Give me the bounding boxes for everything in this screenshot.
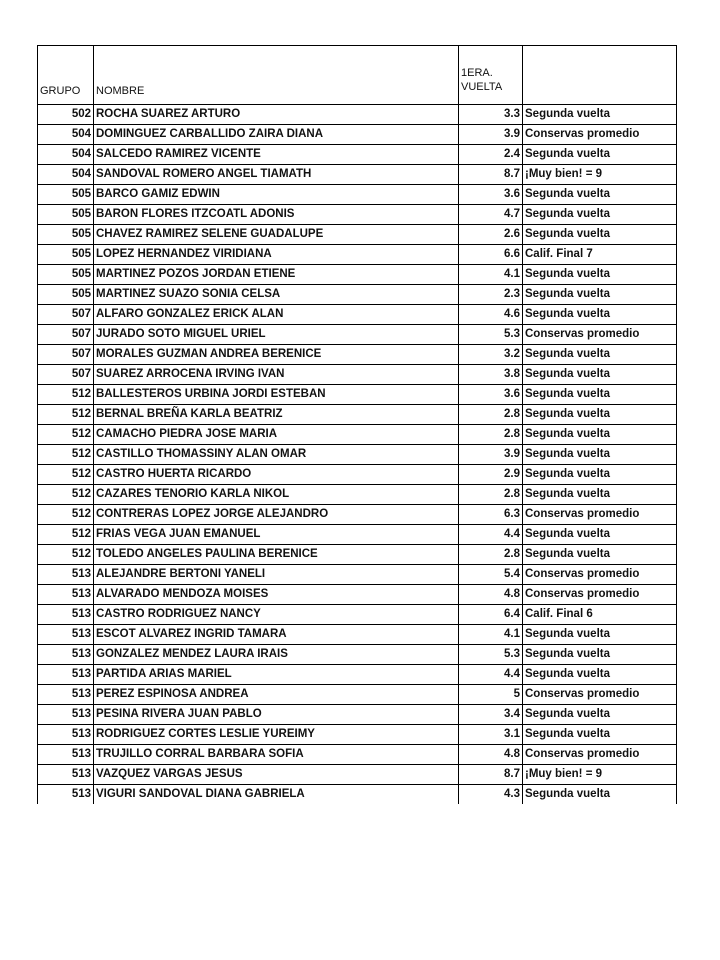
grupo-cell: 512: [37, 405, 93, 424]
table-row: [37, 604, 677, 624]
grupo-cell: 513: [37, 665, 93, 684]
table-row: [37, 204, 677, 224]
grupo-cell: 512: [37, 505, 93, 524]
nombre-cell: TRUJILLO CORRAL BARBARA SOFIA: [93, 745, 458, 764]
grupo-cell: 512: [37, 525, 93, 544]
vuelta-cell: 2.8: [458, 405, 522, 424]
nombre-cell: CASTRO RODRIGUEZ NANCY: [93, 605, 458, 624]
table-row: [37, 164, 677, 184]
grupo-cell: 513: [37, 785, 93, 804]
observacion-cell: Segunda vuelta: [522, 105, 677, 124]
nombre-cell: SANDOVAL ROMERO ANGEL TIAMATH: [93, 165, 458, 184]
table-body: [37, 104, 677, 804]
table-row: [37, 224, 677, 244]
observacion-cell: Segunda vuelta: [522, 345, 677, 364]
vuelta-cell: 4.1: [458, 625, 522, 644]
nombre-cell: ALEJANDRE BERTONI YANELI: [93, 565, 458, 584]
grupo-cell: 513: [37, 725, 93, 744]
table-row: [37, 584, 677, 604]
nombre-cell: CHAVEZ RAMIREZ SELENE GUADALUPE: [93, 225, 458, 244]
nombre-cell: FRIAS VEGA JUAN EMANUEL: [93, 525, 458, 544]
nombre-cell: CAMACHO PIEDRA JOSE MARIA: [93, 425, 458, 444]
observacion-cell: Segunda vuelta: [522, 445, 677, 464]
grupo-cell: 512: [37, 545, 93, 564]
table-row: [37, 284, 677, 304]
nombre-cell: VIGURI SANDOVAL DIANA GABRIELA: [93, 785, 458, 804]
table-row: [37, 684, 677, 704]
header-observacion: [522, 46, 677, 104]
observacion-cell: Segunda vuelta: [522, 525, 677, 544]
table-row: [37, 644, 677, 664]
nombre-cell: ESCOT ALVAREZ INGRID TAMARA: [93, 625, 458, 644]
grupo-cell: 505: [37, 225, 93, 244]
nombre-cell: CAZARES TENORIO KARLA NIKOL: [93, 485, 458, 504]
nombre-cell: BERNAL BREÑA KARLA BEATRIZ: [93, 405, 458, 424]
vuelta-cell: 5.3: [458, 645, 522, 664]
observacion-cell: Conservas promedio: [522, 685, 677, 704]
vuelta-cell: 4.8: [458, 585, 522, 604]
grupo-cell: 505: [37, 205, 93, 224]
table-row: [37, 664, 677, 684]
observacion-cell: Segunda vuelta: [522, 625, 677, 644]
nombre-cell: PARTIDA ARIAS MARIEL: [93, 665, 458, 684]
table-row: [37, 524, 677, 544]
observacion-cell: Calif. Final 6: [522, 605, 677, 624]
nombre-cell: SUAREZ ARROCENA IRVING IVAN: [93, 365, 458, 384]
nombre-cell: LOPEZ HERNANDEZ VIRIDIANA: [93, 245, 458, 264]
nombre-cell: ALFARO GONZALEZ ERICK ALAN: [93, 305, 458, 324]
vuelta-cell: 4.7: [458, 205, 522, 224]
vuelta-cell: 2.8: [458, 545, 522, 564]
observacion-cell: Conservas promedio: [522, 745, 677, 764]
table-row: [37, 724, 677, 744]
vuelta-cell: 4.4: [458, 525, 522, 544]
grupo-cell: 512: [37, 485, 93, 504]
grupo-cell: 512: [37, 445, 93, 464]
table-row: [37, 324, 677, 344]
vuelta-cell: 2.8: [458, 485, 522, 504]
grupo-cell: 513: [37, 605, 93, 624]
header-vuelta: 1ERA. VUELTA: [458, 46, 522, 104]
vuelta-cell: 4.4: [458, 665, 522, 684]
grupo-cell: 505: [37, 285, 93, 304]
vuelta-cell: 2.3: [458, 285, 522, 304]
vuelta-cell: 8.7: [458, 165, 522, 184]
observacion-cell: Segunda vuelta: [522, 265, 677, 284]
nombre-cell: MARTINEZ POZOS JORDAN ETIENE: [93, 265, 458, 284]
vuelta-cell: 3.6: [458, 185, 522, 204]
vuelta-cell: 3.6: [458, 385, 522, 404]
nombre-cell: PEREZ ESPINOSA ANDREA: [93, 685, 458, 704]
observacion-cell: Segunda vuelta: [522, 705, 677, 724]
grades-table: [37, 45, 677, 804]
vuelta-cell: 4.3: [458, 785, 522, 804]
table-row: [37, 764, 677, 784]
vuelta-cell: 6.6: [458, 245, 522, 264]
grupo-cell: 504: [37, 125, 93, 144]
nombre-cell: CONTRERAS LOPEZ JORGE ALEJANDRO: [93, 505, 458, 524]
grupo-cell: 512: [37, 385, 93, 404]
nombre-cell: ROCHA SUAREZ ARTURO: [93, 105, 458, 124]
vuelta-cell: 4.8: [458, 745, 522, 764]
vuelta-cell: 4.6: [458, 305, 522, 324]
vuelta-cell: 2.6: [458, 225, 522, 244]
table-row: [37, 344, 677, 364]
table-row: [37, 244, 677, 264]
header-nombre: NOMBRE: [93, 46, 458, 104]
nombre-cell: ALVARADO MENDOZA MOISES: [93, 585, 458, 604]
table-row: [37, 104, 677, 124]
observacion-cell: Segunda vuelta: [522, 665, 677, 684]
vuelta-cell: 5.3: [458, 325, 522, 344]
nombre-cell: BARCO GAMIZ EDWIN: [93, 185, 458, 204]
grupo-cell: 513: [37, 685, 93, 704]
grupo-cell: 513: [37, 765, 93, 784]
grupo-cell: 513: [37, 625, 93, 644]
table-row: [37, 744, 677, 764]
nombre-cell: SALCEDO RAMIREZ VICENTE: [93, 145, 458, 164]
grupo-cell: 513: [37, 565, 93, 584]
grupo-cell: 504: [37, 165, 93, 184]
observacion-cell: Segunda vuelta: [522, 785, 677, 804]
grupo-cell: 504: [37, 145, 93, 164]
nombre-cell: JURADO SOTO MIGUEL URIEL: [93, 325, 458, 344]
observacion-cell: Segunda vuelta: [522, 365, 677, 384]
observacion-cell: Conservas promedio: [522, 325, 677, 344]
grupo-cell: 507: [37, 305, 93, 324]
nombre-cell: CASTRO HUERTA RICARDO: [93, 465, 458, 484]
grupo-cell: 513: [37, 745, 93, 764]
grupo-cell: 513: [37, 645, 93, 664]
vuelta-cell: 3.4: [458, 705, 522, 724]
observacion-cell: ¡Muy bien! = 9: [522, 165, 677, 184]
nombre-cell: TOLEDO ANGELES PAULINA BERENICE: [93, 545, 458, 564]
table-row: [37, 624, 677, 644]
observacion-cell: Segunda vuelta: [522, 185, 677, 204]
table-row: [37, 264, 677, 284]
table-row: [37, 444, 677, 464]
nombre-cell: DOMINGUEZ CARBALLIDO ZAIRA DIANA: [93, 125, 458, 144]
observacion-cell: Segunda vuelta: [522, 285, 677, 304]
table-row: [37, 564, 677, 584]
observacion-cell: Segunda vuelta: [522, 645, 677, 664]
observacion-cell: Conservas promedio: [522, 125, 677, 144]
observacion-cell: Segunda vuelta: [522, 425, 677, 444]
vuelta-cell: 3.1: [458, 725, 522, 744]
grupo-cell: 513: [37, 705, 93, 724]
grupo-cell: 502: [37, 105, 93, 124]
table-row: [37, 384, 677, 404]
nombre-cell: MARTINEZ SUAZO SONIA CELSA: [93, 285, 458, 304]
vuelta-cell: 3.2: [458, 345, 522, 364]
observacion-cell: Segunda vuelta: [522, 485, 677, 504]
header-row: [37, 45, 677, 104]
observacion-cell: Segunda vuelta: [522, 205, 677, 224]
vuelta-cell: 3.3: [458, 105, 522, 124]
vuelta-cell: 4.1: [458, 265, 522, 284]
vuelta-cell: 3.9: [458, 125, 522, 144]
observacion-cell: Segunda vuelta: [522, 305, 677, 324]
observacion-cell: Segunda vuelta: [522, 725, 677, 744]
nombre-cell: GONZALEZ MENDEZ LAURA IRAIS: [93, 645, 458, 664]
header-grupo: GRUPO: [37, 46, 93, 104]
grupo-cell: 512: [37, 425, 93, 444]
vuelta-cell: 3.8: [458, 365, 522, 384]
grupo-cell: 512: [37, 465, 93, 484]
table-row: [37, 184, 677, 204]
table-row: [37, 424, 677, 444]
nombre-cell: BARON FLORES ITZCOATL ADONIS: [93, 205, 458, 224]
vuelta-cell: 6.4: [458, 605, 522, 624]
observacion-cell: Segunda vuelta: [522, 385, 677, 404]
observacion-cell: Calif. Final 7: [522, 245, 677, 264]
vuelta-cell: 2.9: [458, 465, 522, 484]
table-row: [37, 144, 677, 164]
nombre-cell: BALLESTEROS URBINA JORDI ESTEBAN: [93, 385, 458, 404]
observacion-cell: Segunda vuelta: [522, 225, 677, 244]
nombre-cell: VAZQUEZ VARGAS JESUS: [93, 765, 458, 784]
nombre-cell: RODRIGUEZ CORTES LESLIE YUREIMY: [93, 725, 458, 744]
table-row: [37, 484, 677, 504]
table-row: [37, 704, 677, 724]
grupo-cell: 513: [37, 585, 93, 604]
observacion-cell: Segunda vuelta: [522, 405, 677, 424]
nombre-cell: PESINA RIVERA JUAN PABLO: [93, 705, 458, 724]
grupo-cell: 505: [37, 265, 93, 284]
vuelta-cell: 2.8: [458, 425, 522, 444]
observacion-cell: Segunda vuelta: [522, 465, 677, 484]
observacion-cell: Segunda vuelta: [522, 545, 677, 564]
nombre-cell: MORALES GUZMAN ANDREA BERENICE: [93, 345, 458, 364]
observacion-cell: Conservas promedio: [522, 505, 677, 524]
observacion-cell: Conservas promedio: [522, 585, 677, 604]
vuelta-cell: 3.9: [458, 445, 522, 464]
vuelta-cell: 6.3: [458, 505, 522, 524]
table-row: [37, 404, 677, 424]
grupo-cell: 505: [37, 245, 93, 264]
grupo-cell: 507: [37, 325, 93, 344]
vuelta-cell: 5: [458, 685, 522, 704]
observacion-cell: ¡Muy bien! = 9: [522, 765, 677, 784]
table-row: [37, 364, 677, 384]
table-row: [37, 304, 677, 324]
grupo-cell: 507: [37, 365, 93, 384]
table-row: [37, 464, 677, 484]
table-row: [37, 544, 677, 564]
vuelta-cell: 5.4: [458, 565, 522, 584]
observacion-cell: Conservas promedio: [522, 565, 677, 584]
vuelta-cell: 8.7: [458, 765, 522, 784]
grupo-cell: 505: [37, 185, 93, 204]
observacion-cell: Segunda vuelta: [522, 145, 677, 164]
nombre-cell: CASTILLO THOMASSINY ALAN OMAR: [93, 445, 458, 464]
grupo-cell: 507: [37, 345, 93, 364]
table-row: [37, 504, 677, 524]
table-row: [37, 124, 677, 144]
vuelta-cell: 2.4: [458, 145, 522, 164]
table-row: [37, 784, 677, 804]
